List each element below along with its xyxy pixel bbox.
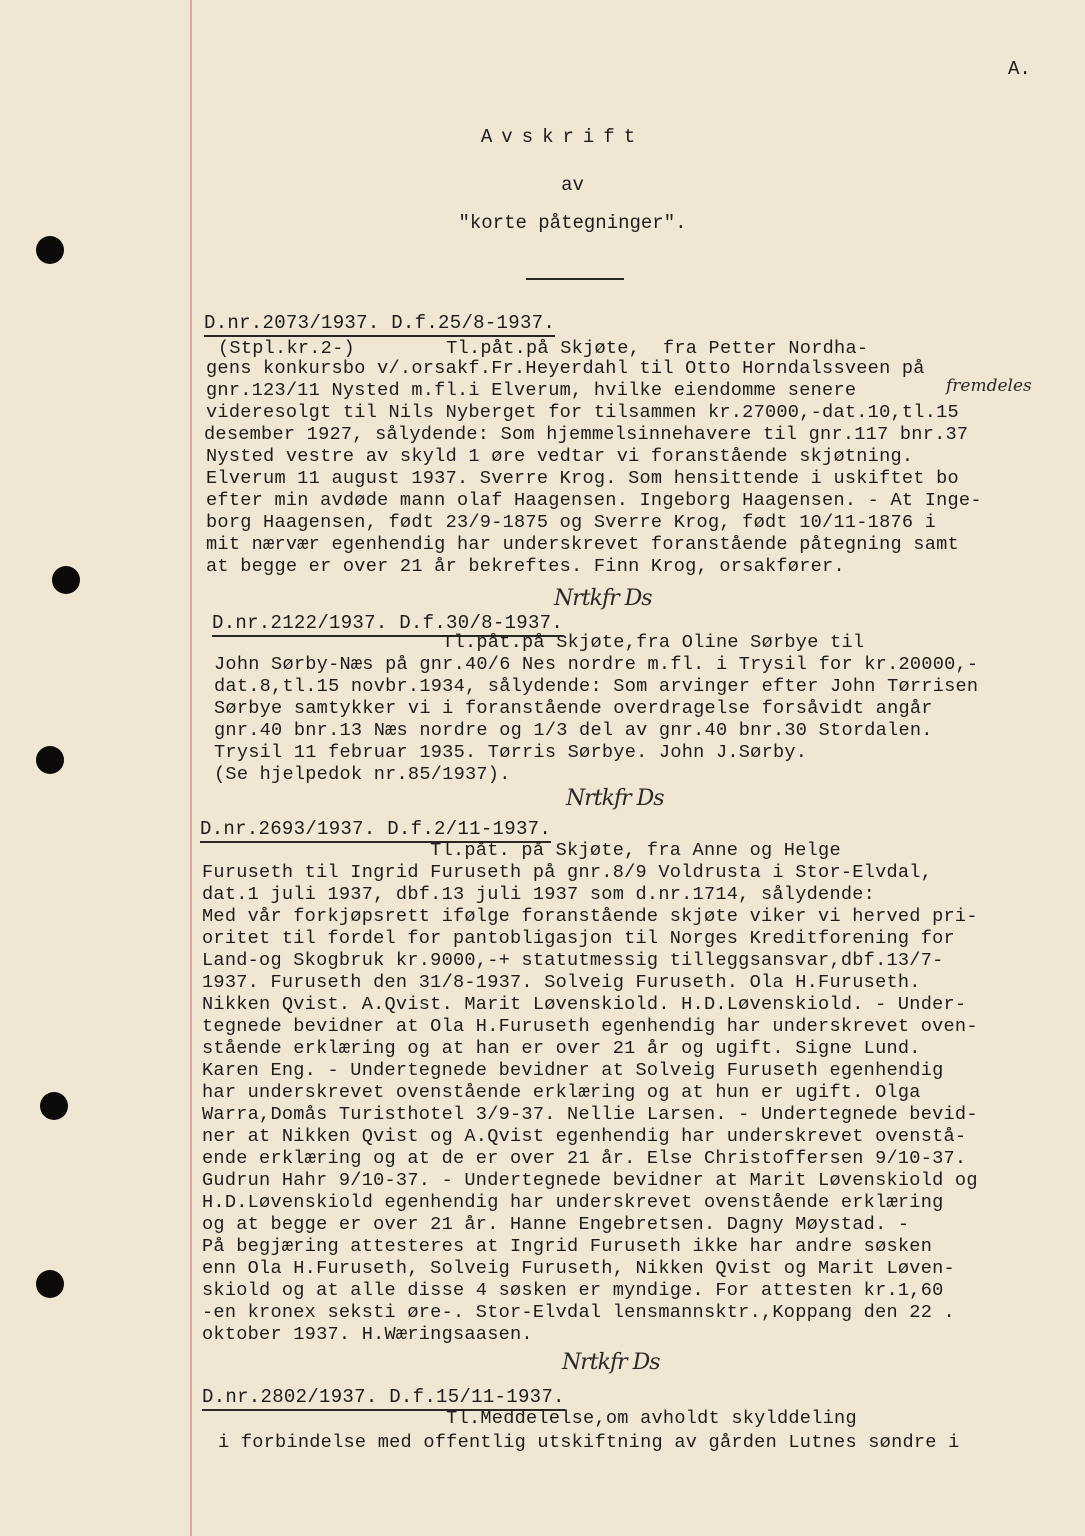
entry-line: H.D.Løvenskiold egenhendig har underskrevet ovenstående erklæring bbox=[202, 1192, 944, 1213]
entry-line: oktober 1937. H.Wæringsaasen. bbox=[202, 1324, 533, 1345]
entry-line: oritet til fordel for pantobligasjon til Norges Kreditforening for bbox=[202, 928, 955, 949]
entry-line: Med vår forkjøpsrett ifølge foranstående skjøte viker vi herved pri- bbox=[202, 906, 978, 927]
entry-line: Nysted vestre av skyld 1 øre vedtar vi foranstående skjøtning. bbox=[206, 446, 914, 467]
entry-line: (Stpl.kr.2-) Tl.påt.på Skjøte, fra Petter Nordha- bbox=[218, 338, 869, 359]
entry-line: John Sørby-Næs på gnr.40/6 Nes nordre m.fl. i Trysil for kr.20000,- bbox=[214, 654, 979, 675]
entry-line: dat.8,tl.15 novbr.1934, sålydende: Som arvinger efter John Tørrisen bbox=[214, 676, 979, 697]
entry-line: Warra,Domås Turisthotel 3/9-37. Nellie Larsen. - Undertegnede bevid- bbox=[202, 1104, 978, 1125]
document-title: Avskrift bbox=[480, 126, 645, 148]
document-subtitle: av bbox=[561, 174, 584, 196]
entry-line: Karen Eng. - Undertegnede bevidner at Solveig Furuseth egenhendig bbox=[202, 1060, 944, 1081]
handwritten-initials: Nrtkfr Ds bbox=[562, 1350, 660, 1375]
entry-heading: D.nr.2693/1937. D.f.2/11-1937. bbox=[200, 818, 551, 840]
entry-line: borg Haagensen, født 23/9-1875 og Sverre Krog, født 10/11-1876 i bbox=[206, 512, 937, 533]
entry-line: Gudrun Hahr 9/10-37. - Undertegnede bevidner at Marit Løvenskiold og bbox=[202, 1170, 978, 1191]
entry-line: dat.1 juli 1937, dbf.13 juli 1937 som d.nr.1714, sålydende: bbox=[202, 884, 876, 905]
entry-line: Trysil 11 februar 1935. Tørris Sørbye. John J.Sørby. bbox=[214, 742, 808, 763]
title-divider bbox=[526, 278, 624, 280]
handwritten-initials: Nrtkfr Ds bbox=[554, 586, 652, 611]
entry-line: at begge er over 21 år bekreftes. Finn Krog, orsakfører. bbox=[206, 556, 845, 577]
punch-hole bbox=[52, 566, 80, 594]
entry-line: Tl.påt. på Skjøte, fra Anne og Helge bbox=[202, 840, 841, 861]
entry-heading: D.nr.2122/1937. D.f.30/8-1937. bbox=[212, 612, 563, 634]
entry-line: efter min avdøde mann olaf Haagensen. Ingeborg Haagensen. - At Inge- bbox=[206, 490, 982, 511]
entry-line: videresolgt til Nils Nyberget for tilsammen kr.27000,-dat.10,tl.15 bbox=[206, 402, 959, 423]
punch-hole bbox=[36, 746, 64, 774]
entry-line: Land-og Skogbruk kr.9000,-+ statutmessig tilleggsansvar,dbf.13/7- bbox=[202, 950, 944, 971]
entry-line: gnr.40 bnr.13 Næs nordre og 1/3 del av gnr.40 bnr.30 Stordalen. bbox=[214, 720, 933, 741]
entry-line: Elverum 11 august 1937. Sverre Krog. Som hensittende i uskiftet bo bbox=[206, 468, 959, 489]
entry-line: stående erklæring og at han er over 21 år og ugift. Signe Lund. bbox=[202, 1038, 921, 1059]
entry-line: 1937. Furuseth den 31/8-1937. Solveig Furuseth. Ola H.Furuseth. bbox=[202, 972, 921, 993]
entry-line: enn Ola H.Furuseth, Solveig Furuseth, Nikken Qvist og Marit Løven- bbox=[202, 1258, 955, 1279]
entry-line: Tl.påt.på Skjøte,fra Oline Sørbye til bbox=[214, 632, 865, 653]
entry-line: Nikken Qvist. A.Qvist. Marit Løvenskiold. H.D.Løvenskiold. - Under- bbox=[202, 994, 967, 1015]
punch-hole bbox=[36, 236, 64, 264]
entry-line: Sørbye samtykker vi i foranstående overdragelse forsåvidt angår bbox=[214, 698, 933, 719]
entry-line: skiold og at alle disse 4 søsken er myndige. For attesten kr.1,60 bbox=[202, 1280, 944, 1301]
entry-line: På begjæring attesteres at Ingrid Furuseth ikke har andre søsken bbox=[202, 1236, 933, 1257]
entry-line: ende erklæring og at de er over 21 år. Else Christoffersen 9/10-37. bbox=[202, 1148, 967, 1169]
handwritten-note: fremdeles bbox=[946, 376, 1032, 396]
entry-line: og at begge er over 21 år. Hanne Engebretsen. Dagny Møystad. - bbox=[202, 1214, 910, 1235]
entry-line: -en kronex seksti øre-. Stor-Elvdal lensmannsktr.,Koppang den 22 . bbox=[202, 1302, 955, 1323]
entry-line: gens konkursbo v/.orsakf.Fr.Heyerdahl til Otto Horndalssveen på bbox=[206, 358, 925, 379]
punch-hole bbox=[36, 1270, 64, 1298]
entry-line: (Se hjelpedok nr.85/1937). bbox=[214, 764, 511, 785]
handwritten-initials: Nrtkfr Ds bbox=[566, 786, 664, 811]
entry-line: har underskrevet ovenstående erklæring og at hun er ugift. Olga bbox=[202, 1082, 921, 1103]
document-subtitle-2: "korte påtegninger". bbox=[458, 212, 687, 234]
entry-line: mit nærvær egenhendig har underskrevet foranstående påtegning samt bbox=[206, 534, 959, 555]
entry-line: Furuseth til Ingrid Furuseth på gnr.8/9 Voldrusta i Stor-Elvdal, bbox=[202, 862, 933, 883]
entry-heading: D.nr.2802/1937. D.f.15/11-1937. bbox=[202, 1386, 565, 1408]
entry-line: ner at Nikken Qvist og A.Qvist egenhendig har underskrevet ovenstå- bbox=[202, 1126, 967, 1147]
entry-line: gnr.123/11 Nysted m.fl.i Elverum, hvilke eiendomme senere bbox=[206, 380, 857, 401]
entry-heading: D.nr.2073/1937. D.f.25/8-1937. bbox=[204, 312, 555, 334]
entry-line: desember 1927, sålydende: Som hjemmelsinnehavere til gnr.117 bnr.37 bbox=[204, 424, 969, 445]
punch-hole bbox=[40, 1092, 68, 1120]
page-mark: A. bbox=[1008, 58, 1031, 80]
entry-line: i forbindelse med offentlig utskiftning av gården Lutnes søndre i bbox=[218, 1432, 960, 1453]
entry-line: tegnede bevidner at Ola H.Furuseth egenhendig har underskrevet oven- bbox=[202, 1016, 978, 1037]
entry-line: Tl.Meddelelse,om avholdt skylddeling bbox=[218, 1408, 857, 1429]
